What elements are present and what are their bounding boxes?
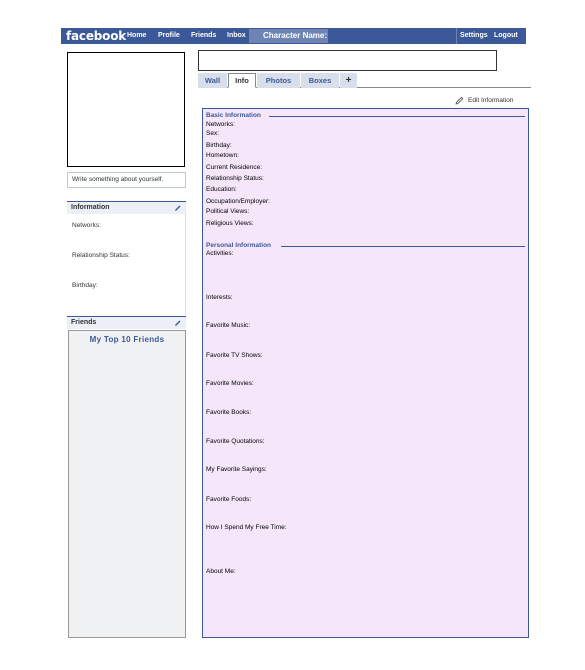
tab-photos[interactable]: Photos <box>257 73 300 88</box>
field-favorite-foods: Favorite Foods: <box>206 496 252 503</box>
field-birthday: Birthday: <box>206 142 232 149</box>
field-current-residence: Current Residence: <box>206 164 262 171</box>
edit-pencil-icon[interactable] <box>174 204 182 212</box>
information-panel <box>67 214 186 316</box>
profile-tabs <box>198 73 531 88</box>
field-free-time: How I Spend My Free Time: <box>206 524 287 531</box>
field-favorite-quotations: Favorite Quotations: <box>206 438 265 445</box>
nav-logout[interactable]: Logout <box>494 32 518 39</box>
field-relationship-status: Relationship Status: <box>206 175 264 182</box>
personal-information-title: Personal Information <box>206 242 272 249</box>
field-occupation: Occupation/Employer: <box>206 198 270 205</box>
nav-home[interactable]: Home <box>127 32 147 39</box>
information-title: Information <box>71 204 110 211</box>
top-friends-title: My Top 10 Friends <box>89 335 165 344</box>
section-divider <box>269 116 525 117</box>
field-sex: Sex: <box>206 130 220 137</box>
facebook-logo[interactable]: facebook <box>66 29 127 43</box>
field-religious-views: Religious Views: <box>206 220 254 227</box>
field-hometown: Hometown: <box>206 152 239 159</box>
info-relationship-label: Relationship Status: <box>72 252 130 259</box>
status-input[interactable]: Write something about yourself. <box>67 172 186 188</box>
nav-inbox[interactable]: Inbox <box>227 32 246 39</box>
field-networks: Networks: <box>206 121 235 128</box>
tab-info[interactable]: Info <box>228 73 256 88</box>
field-favorite-music: Favorite Music: <box>206 322 251 329</box>
info-birthday-label: Birthday: <box>72 282 98 289</box>
info-content-panel <box>202 108 529 638</box>
friends-panel <box>68 330 186 638</box>
name-input[interactable] <box>198 50 497 71</box>
tab-add[interactable]: + <box>340 73 357 88</box>
info-networks-label: Networks: <box>72 222 101 229</box>
tab-wall[interactable]: Wall <box>198 73 227 88</box>
field-favorite-books: Favorite Books: <box>206 409 252 416</box>
nav-friends[interactable]: Friends <box>191 32 217 39</box>
field-interests: Interests: <box>206 294 233 301</box>
basic-information-title: Basic Information <box>206 112 261 119</box>
tab-boxes[interactable]: Boxes <box>301 73 339 88</box>
field-education: Education: <box>206 186 237 193</box>
nav-profile[interactable]: Profile <box>158 32 180 39</box>
edit-pencil-icon[interactable] <box>455 96 465 105</box>
information-header <box>67 201 186 214</box>
field-about-me: About Me: <box>206 568 236 575</box>
edit-information-link[interactable]: Edit Information <box>468 97 514 104</box>
edit-pencil-icon[interactable] <box>174 319 182 327</box>
nav-edge <box>526 28 531 44</box>
section-divider <box>281 246 525 247</box>
field-favorite-tv-shows: Favorite TV Shows: <box>206 352 263 359</box>
character-name-label: Character Name: <box>263 31 328 40</box>
friends-title: Friends <box>71 319 97 326</box>
field-political-views: Political Views: <box>206 208 250 215</box>
field-favorite-sayings: My Favorite Sayings: <box>206 466 267 473</box>
field-favorite-movies: Favorite Movies: <box>206 380 254 387</box>
friends-header <box>67 316 186 329</box>
character-name-field[interactable] <box>249 29 328 43</box>
profile-picture[interactable] <box>67 52 185 167</box>
field-activities: Activities: <box>206 250 234 257</box>
nav-settings[interactable]: Settings <box>460 32 488 39</box>
